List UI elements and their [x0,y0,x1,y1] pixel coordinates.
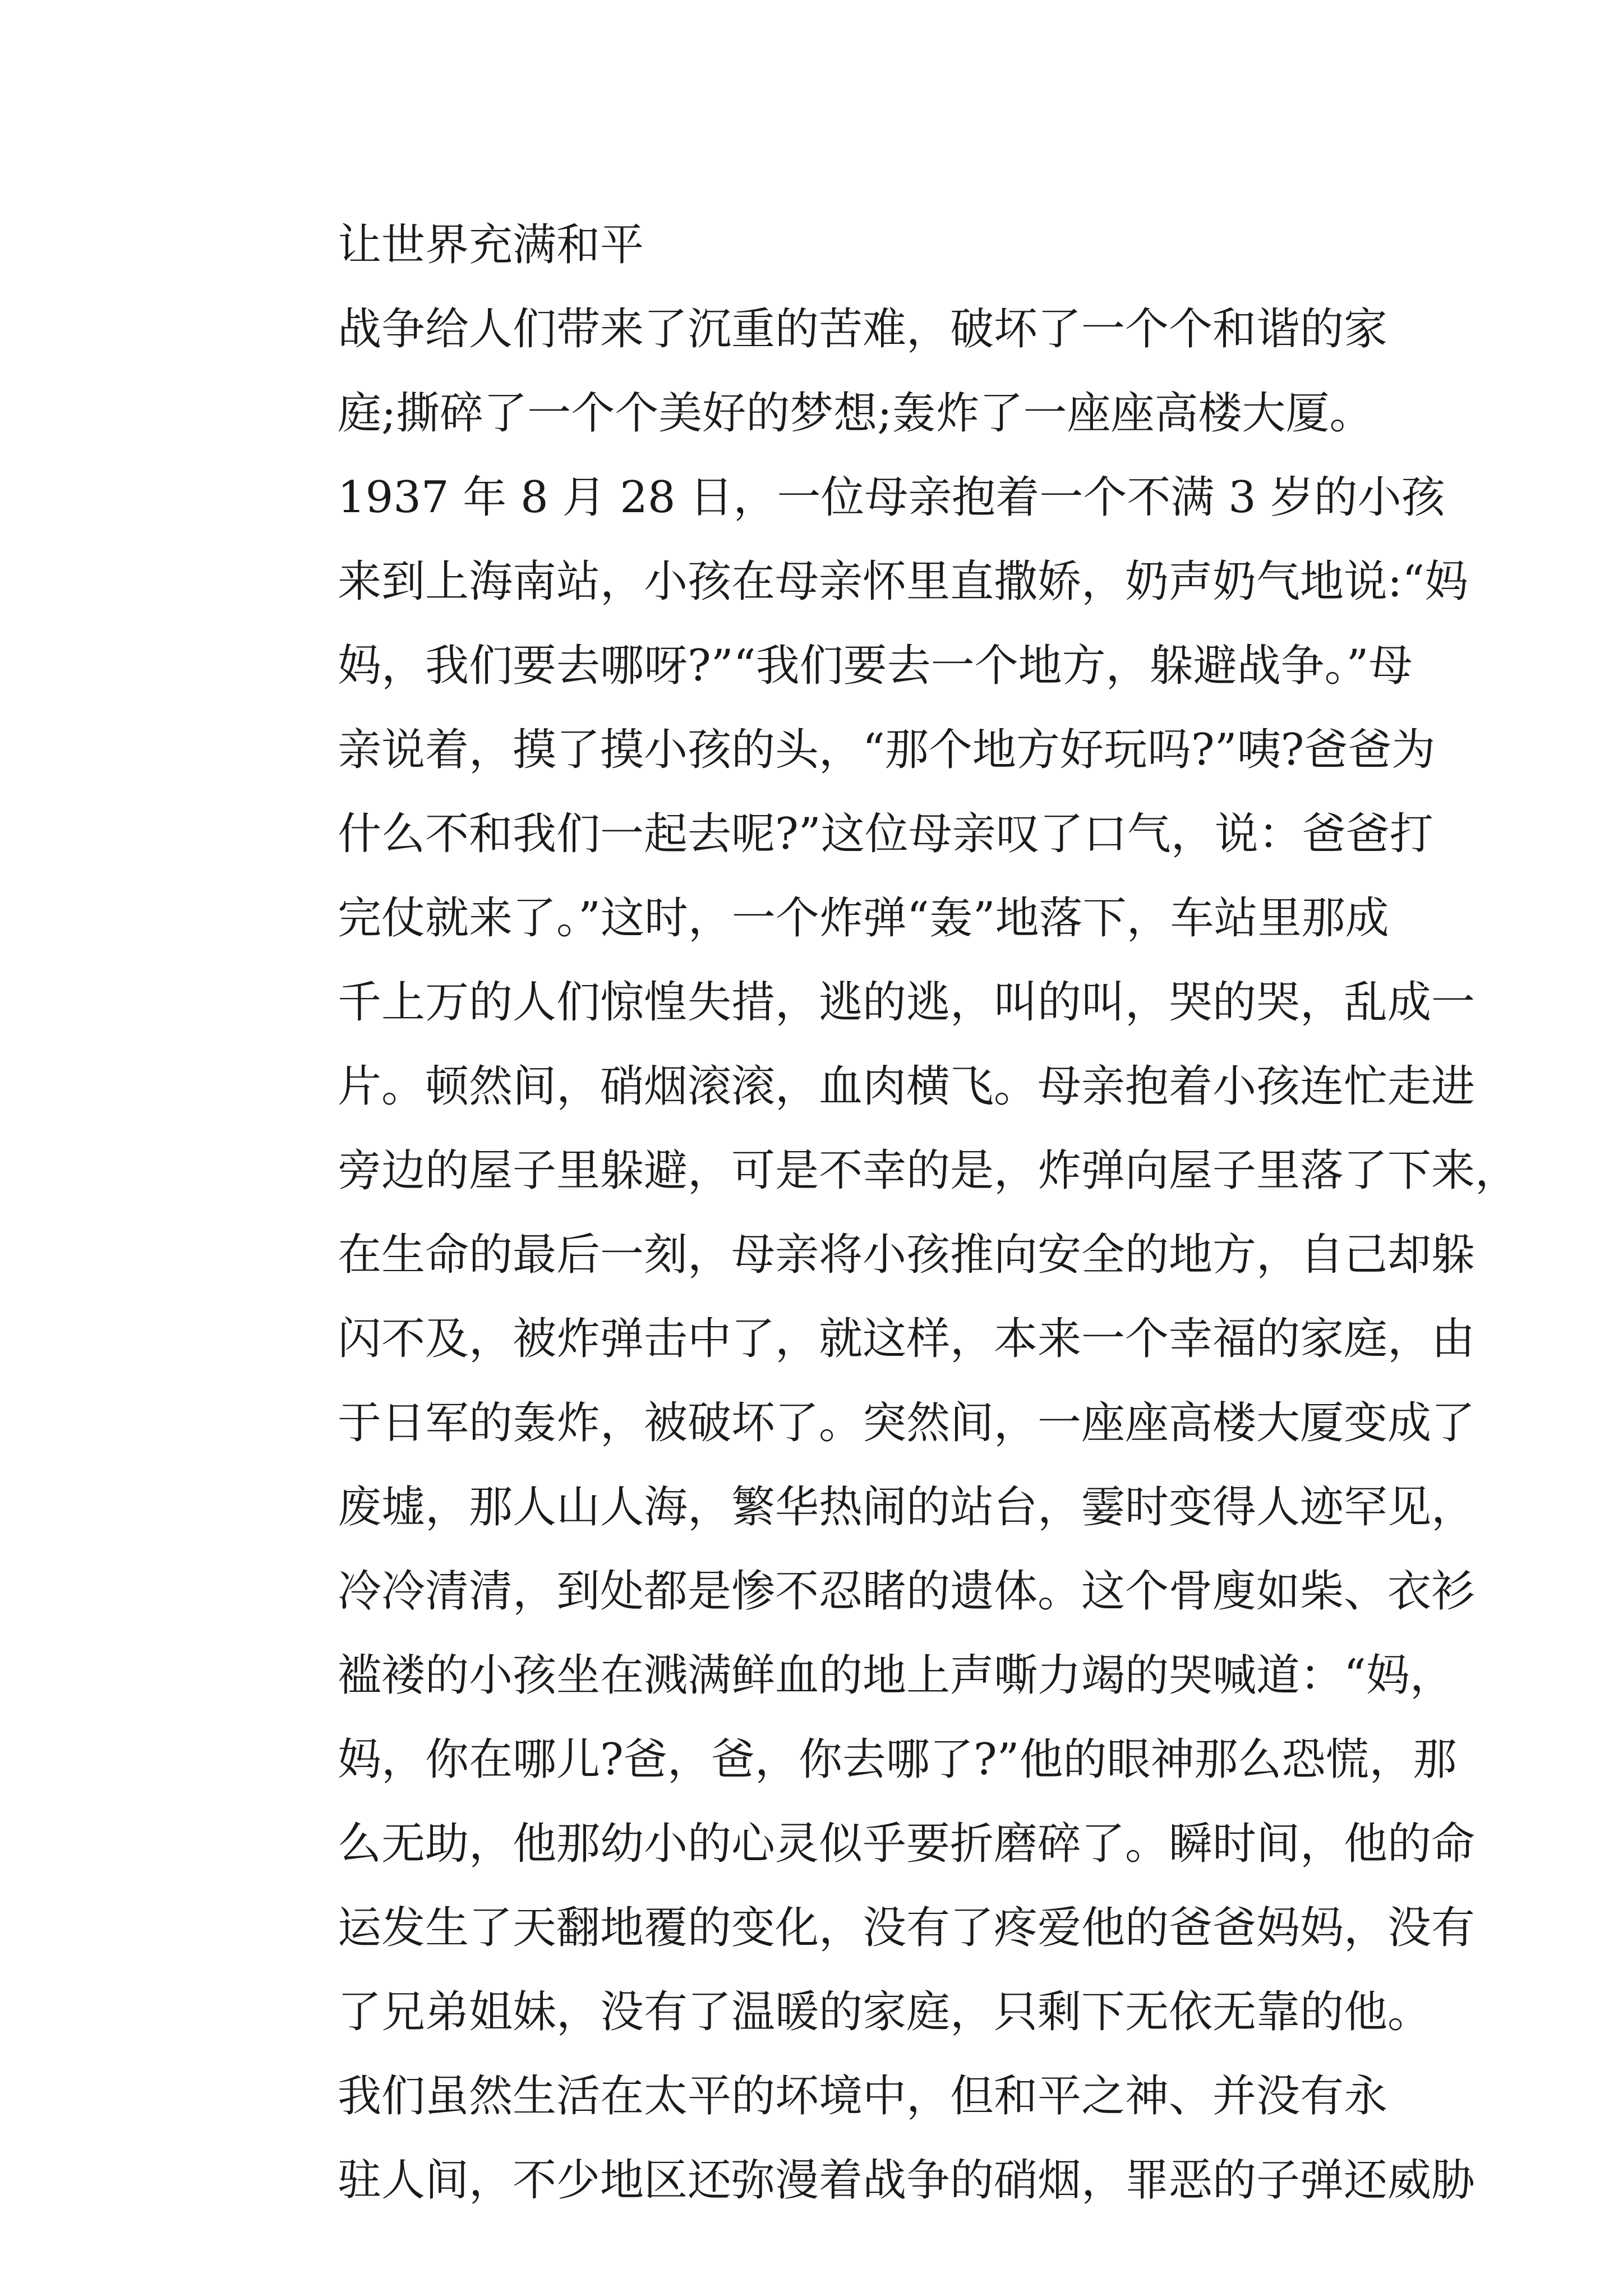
paragraph-line: 旁边的屋子里躲避，可是不幸的是，炸弹向屋子里落了下来， [338,1145,1519,1196]
paragraph-line: 运发生了天翻地覆的变化，没有了疼爱他的爸爸妈妈，没有 [338,1903,1476,1953]
paragraph-line: 闪不及，被炸弹击中了，就这样，本来一个幸福的家庭，由 [338,1314,1476,1364]
paragraph-2 [250,455,1519,2054]
paragraph-line: 妈，我们要去哪呀?”“我们要去一个地方，躲避战争。”母 [338,641,1413,691]
paragraph-line: 我们虽然生活在太平的坏境中，但和平之神、并没有永 [338,2071,1388,2122]
paragraph-line: 妈，你在哪儿?爸，爸，你去哪了?”他的眼神那么恐慌，那 [338,1734,1457,1785]
paragraph-line: 亲说着，摸了摸小孩的头，“那个地方好玩吗?”咦?爸爸为 [338,725,1436,775]
paragraph-line: 废墟，那人山人海，繁华热闹的站台，霎时变得人迹罕见， [338,1482,1476,1533]
paragraph-3 [250,2054,1476,2223]
document-title: 让世界充满和平 [338,220,644,270]
paragraph-line: 片。顿然间，硝烟滚滚，血肉横飞。母亲抱着小孩连忙走进 [338,1061,1476,1112]
paragraph-line: 什么不和我们一起去呢?”这位母亲叹了口气，说：爸爸打 [338,809,1433,859]
paragraph-line: 了兄弟姐妹，没有了温暖的家庭，只剩下无依无靠的他。 [338,1987,1432,2037]
paragraph-line: 于日军的轰炸，被破坏了。突然间，一座座高楼大厦变成了 [338,1398,1476,1448]
paragraph-line: 褴褛的小孩坐在溅满鲜血的地上声嘶力竭的哭喊道：“妈， [338,1650,1454,1701]
paragraph-line: 么无助，他那幼小的心灵似乎要折磨碎了。瞬时间，他的命 [338,1819,1476,1869]
paragraph-line: 在生命的最后一刻，母亲将小孩推向安全的地方，自己却躲 [338,1230,1476,1280]
paragraph-line: 来到上海南站，小孩在母亲怀里直撒娇，奶声奶气地说:“妈 [338,556,1469,607]
paragraph-line: 千上万的人们惊惶失措，逃的逃，叫的叫，哭的哭，乱成一 [338,977,1476,1028]
document-body [250,203,1519,2223]
paragraph-line: 完仗就来了。”这时，一个炸弹“轰”地落下，车站里那成 [338,893,1389,944]
paragraph-line: 1937 年 8 月 28 日，一位母亲抱着一个不满 3 岁的小孩 [338,472,1445,523]
paragraph-line: 冷冷清清，到处都是惨不忍睹的遗体。这个骨廋如柴、衣衫 [338,1566,1476,1617]
paragraph-1 [250,287,1388,455]
paragraph-line: 庭;撕碎了一个个美好的梦想;轰炸了一座座高楼大厦。 [338,388,1373,439]
paragraph-line: 驻人间，不少地区还弥漫着战争的硝烟，罪恶的子弹还威胁 [338,2155,1476,2206]
paragraph-line: 战争给人们带来了沉重的苦难，破坏了一个个和谐的家 [338,304,1388,355]
